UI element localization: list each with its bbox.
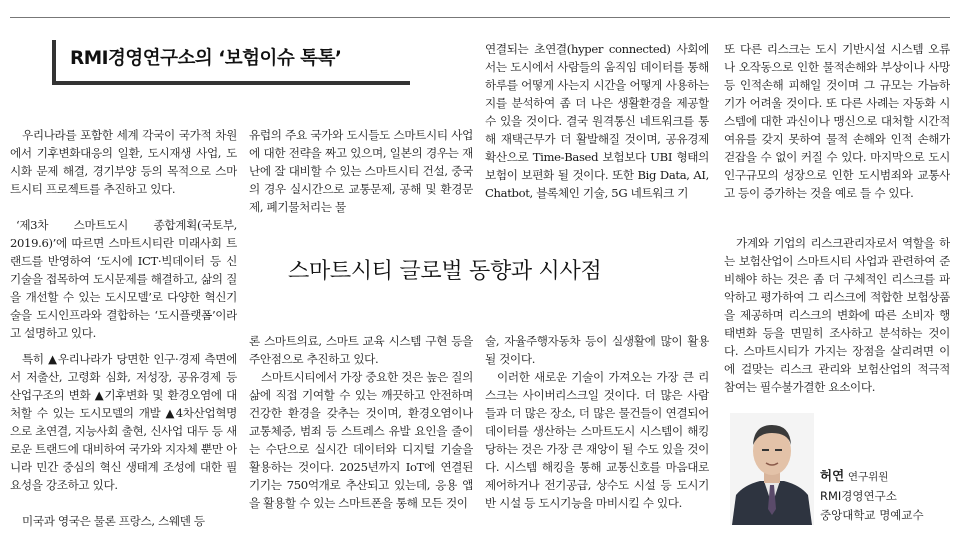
col1-paragraph-1: 우리나라를 포함한 세계 각국이 국가적 차원에서 기후변화대응의 일환, 도시재생 사업, 도시화 문제 해결, 경기부양 등의 목적으로 스마트시티 프로젝트를 추진하고 있다. [10, 128, 237, 196]
author-info [820, 466, 924, 525]
col1-paragraph-4: 미국과 영국은 물론 프랑스, 스웨덴 등 [22, 514, 205, 528]
col1-paragraph-2: ‘제3차 스마트도시 종합계획(국토부, 2019.6)’에 따르면 스마트시티란 미래사회 트랜드를 반영하여 ‘도시에 ICT·빅데이터 등 신기술을 접목하여 도시문제를 해결하고, 삶의 질을 개선할 수 있는 도시모델’로 다양한 혁신기술을 도시인프라와 결합하는 ‘도시플랫폼’이라고 설명하고 있다. [10, 218, 237, 340]
author-photo [730, 413, 814, 525]
col1-paragraph-3: 특히 ▲우리나라가 당면한 인구·경제 측면에서 저출산, 고령화 심화, 저성장, 공유경제 등 산업구조의 변화 ▲기후변화 및 환경오염에 대처할 수 있는 도시모델의 개발 ▲4차산업혁명으로 초연결, 지능사회 출현, 신사업 대두 등 새로운 트랜드에 대비하여 국가와 지자체 뿐만 아니라 민간 중심의 혁신 생태계 조성에 대한 필요성을 강조하고 있다. [10, 352, 237, 492]
author-affiliation: 중앙대학교 명예교수 [820, 508, 924, 522]
col4-paragraph-1: 또 다른 리스크는 도시 기반시설 시스템 오류나 오작동으로 인한 물적손해와 부상이나 사망 등 인적손해 피해일 것이며 그 규모는 가늠하기가 어려울 것이다. 또 다른 사례는 자동화 시스템에 대한 과신이나 맹신으로 대처할 시간적 여유를 갖지 못하여 물적 손해와 인적 손해가 걷잡을 수 없이 커질 수 있다. 마지막으로 도시 인구규모의 성장으로 인한 도시범죄와 교통사고 등이 증가하는 것을 예로 들 수 있다. [724, 42, 950, 200]
top-rule [10, 17, 950, 18]
author-name-line [820, 466, 924, 487]
col2-paragraph-2: 론 스마트의료, 스마트 교육 시스템 구현 등을 주안점으로 추진하고 있다. [249, 334, 473, 366]
headline: 스마트시티 글로벌 동향과 시사점 [288, 259, 602, 284]
col3-paragraph-1: 연결되는 초연결(hyper connected) 사회에서는 도시에서 사람들의 움직임 데이터를 통해 하루를 어떻게 사는지 시간을 어떻게 사용하는지를 분석하여 좀 더 나은 생활환경을 제공할 수 있을 것이다. 결국 원격통신 네트워크를 통해 재택근무가 더 활발해질 것이며, 공유경제 확산으로 Time-Based 보험보다 UBI 형태의 보험이 보편화 될 것이다. 또한 Big Data, AI, Chatbot, 블록체인 기술, 5G 네트워크 기 [485, 42, 709, 200]
col2-paragraph-3: 스마트시티에서 가장 중요한 것은 높은 질의 삶에 직접 기여할 수 있는 깨끗하고 안전하며 건강한 환경을 갖추는 것이며, 환경오염이나 교통체증, 범죄 등 스트레스 유발 요인을 줄이는 수단으로 실시간 데이터와 디지털 기술을 활용하는 것이다. 2025년까지 IoT에 연결된 기기는 750억개로 추산되고 있는데, 응용 앱을 활용할 수 있는 스마트폰을 통해 모든 것이 [249, 370, 473, 510]
col3-paragraph-3: 이러한 새로운 기술이 가져오는 가장 큰 리스크는 사이버리스크일 것이다. 더 많은 사람들과 더 많은 장소, 더 많은 물건들이 연결되어 데이터를 생산하는 스마트도시 시스템이 해킹 당하는 것은 가장 큰 재앙이 될 수도 있을 것이다. 시스템 해킹을 통해 교통신호를 마음대로 제어하거나 전기공급, 상수도 시설 등 도시기반 시설 등 도시기능을 마비시킬 수 있다. [485, 370, 709, 510]
col4-paragraph-2: 가계와 기업의 리스크관리자로서 역할을 하는 보험산업이 스마트시티 사업과 관련하여 준비해야 하는 것은 좀 더 구체적인 리스크를 파악하고 평가하여 그 리스크에 적합한 보험상품을 제공하며 리스크의 변화에 따른 소비자 행태변화 등을 면밀히 조사하고 분석하는 것이다. 스마트시티가 가지는 장점을 살리려면 이에 걸맞는 리스크 관리와 보험산업의 적극적 참여는 필수불가결한 요소이다. [724, 236, 950, 394]
col2-paragraph-1: 유럽의 주요 국가와 도시들도 스마트시티 사업에 대한 전략을 짜고 있으며, 일본의 경우는 재난에 잘 대비할 수 있는 스마트시티 건설, 중국의 경우 실시간으로 교통문제, 공해 및 환경문제, 폐기물처리는 물 [249, 128, 473, 214]
author-name: 허연 [820, 468, 845, 483]
author-org: RMI경영연구소 [820, 489, 897, 503]
column-title: RMI경영연구소의 ‘보험이슈 톡톡’ [70, 48, 342, 69]
column-header [52, 40, 410, 85]
author-title: 연구위원 [847, 471, 889, 483]
col3-paragraph-2: 술, 자율주행자동차 등이 실생활에 많이 활용될 것이다. [485, 334, 709, 366]
